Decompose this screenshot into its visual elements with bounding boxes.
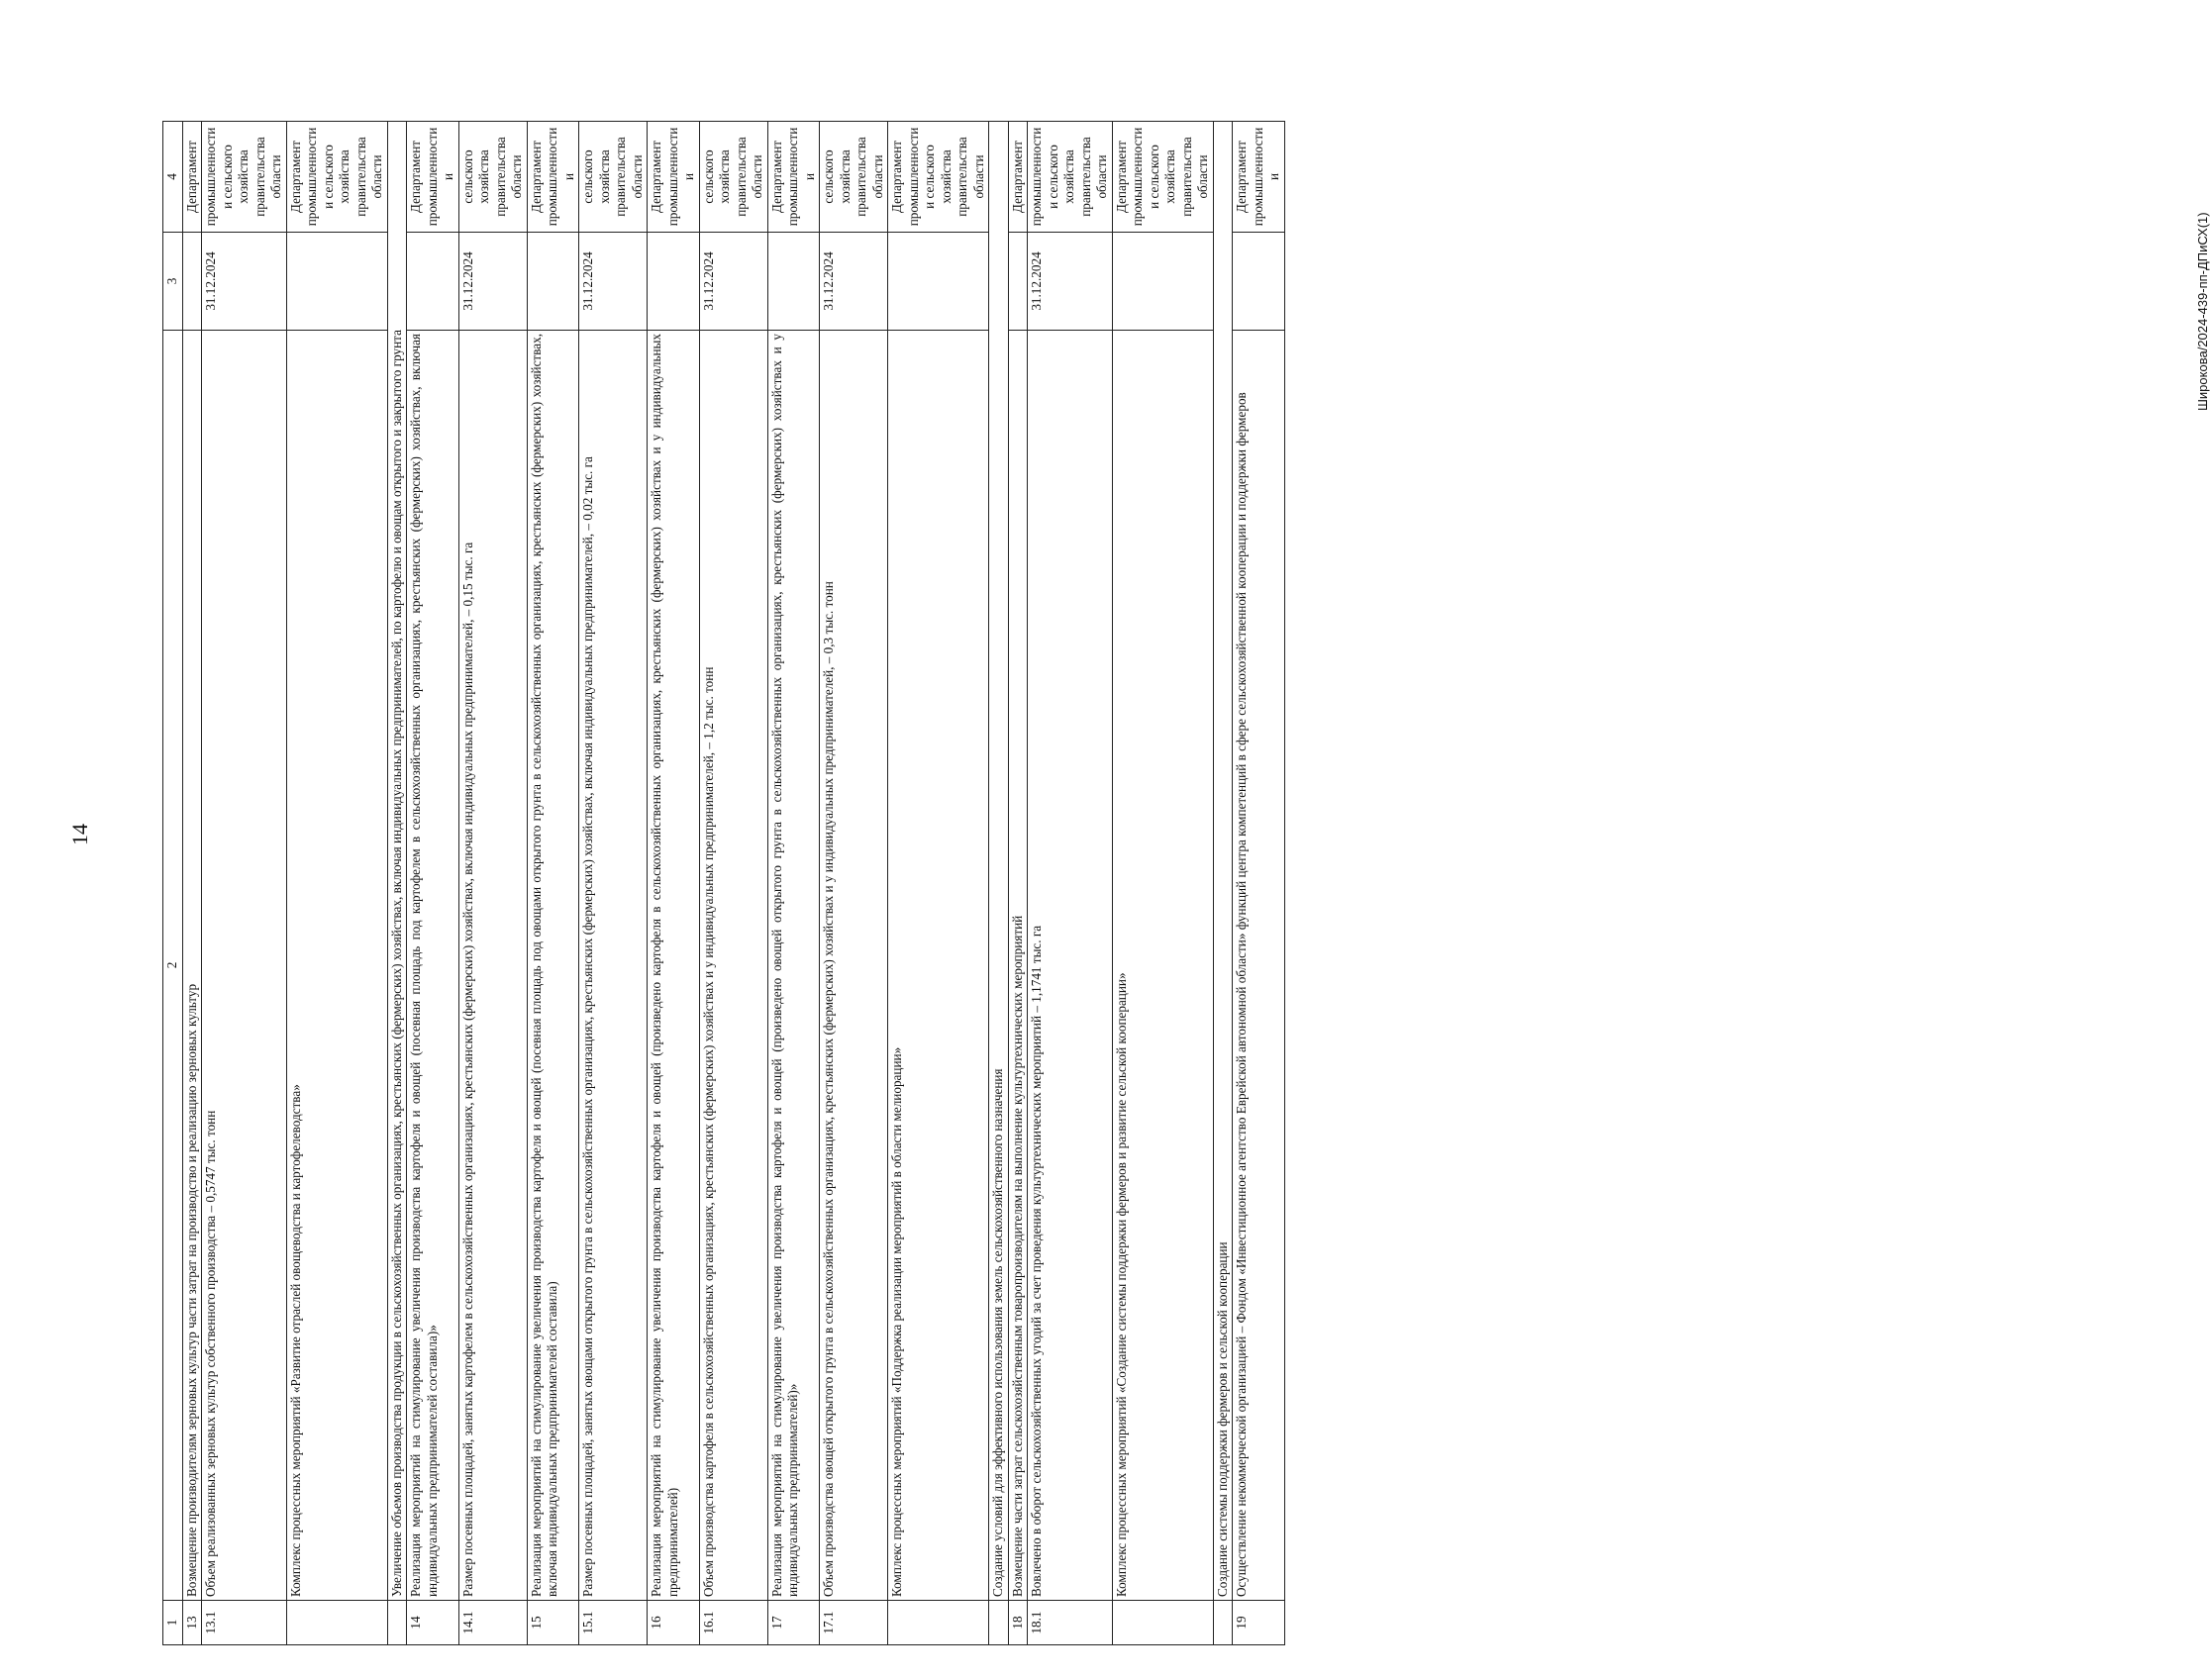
row-date-cell [1233, 233, 1285, 331]
table-row [527, 122, 579, 1645]
row-description-cell: Размер посевных площадей, занятых картофелем в сельскохозяйственных организациях, крестьянских (фермерских) хозяйствах, включая индивидуальных предпринимателей, – 0,15 тыс. га [458, 331, 527, 1601]
row-date-cell: 31.12.2024 [699, 233, 767, 331]
row-date-cell [648, 233, 700, 331]
row-description-cell: Объем производства овощей открытого грунта в сельскохозяйственных организациях, крестьянских (фермерских) хозяйствах и у индивидуальных предпринимателей, – 0,3 тыс. тонн [820, 331, 888, 1601]
row-description-cell: Создание условий для эффективного использования земель сельскохозяйственного назначения [989, 122, 1009, 1601]
table-row [407, 122, 459, 1645]
header-col-2: 2 [163, 331, 183, 1601]
table-row [1233, 122, 1285, 1645]
row-responsible-cell: Департамент промышленности и [1233, 122, 1285, 233]
row-date-cell: 31.12.2024 [1028, 233, 1113, 331]
row-description-cell: Реализация мероприятий на стимулирование увеличения производства картофеля и овощей (произведено овощей открытого грунта в сельскохозяйственных организациях, крестьянских (фермерских) хозяйствах и у индивидуальных предпринимателей)» [767, 331, 820, 1601]
row-description-cell: Реализация мероприятий на стимулирование увеличения производства картофеля и овощей (произведено картофеля в сельскохозяйственных организациях, крестьянских (фермерских) хозяйствах и у индивидуальных предпринимателей) [648, 331, 700, 1601]
row-number-cell: 19 [1233, 1601, 1285, 1645]
row-number-cell [286, 1601, 387, 1645]
row-number-cell: 15.1 [579, 1601, 648, 1645]
table-row [767, 122, 820, 1645]
row-number-cell [888, 1601, 989, 1645]
row-description-cell: Комплекс процессных мероприятий «Поддержка реализации мероприятий в области мелиорации» [888, 331, 989, 1601]
table-row [202, 122, 287, 1645]
row-description-cell: Объем реализованных зерновых культур собственного производства – 0,5747 тыс. тонн [202, 331, 287, 1601]
row-responsible-cell: Департамент промышленности и [527, 122, 579, 233]
row-date-cell [1008, 233, 1028, 331]
row-responsible-cell: Департамент [182, 122, 202, 233]
row-number-cell: 14.1 [458, 1601, 527, 1645]
row-responsible-cell: Департамент промышленности и [648, 122, 700, 233]
header-col-4: 4 [163, 122, 183, 233]
row-description-cell: Реализация мероприятий на стимулирование увеличения производства картофеля и овощей (посевная площадь под овощами открытого грунта в сельскохозяйственных организациях, крестьянских (фермерских) хозяйствах, включая индивидуальных предпринимателей составила) [527, 331, 579, 1601]
row-description-cell: Создание системы поддержки фермеров и сельской кооперации [1213, 122, 1233, 1601]
row-number-cell: 18 [1008, 1601, 1028, 1645]
row-responsible-cell: сельского хозяйства правительства области [458, 122, 527, 233]
table-row [1112, 122, 1213, 1645]
table-header-row [163, 122, 183, 1645]
table-row [699, 122, 767, 1645]
row-description-cell: Реализация мероприятий на стимулирование увеличения производства картофеля и овощей (посевная площадь под картофелем в сельскохозяйственных организациях, крестьянских (фермерских) хозяйствах, включая индивидуальных предпринимателей составила)» [407, 331, 459, 1601]
row-responsible-cell: сельского хозяйства правительства области [579, 122, 648, 233]
row-description-cell: Размер посевных площадей, занятых овощами открытого грунта в сельскохозяйственных организациях, крестьянских (фермерских) хозяйствах, включая индивидуальных предпринимателей, – 0,02 тыс. га [579, 331, 648, 1601]
row-date-cell: 31.12.2024 [579, 233, 648, 331]
row-description-cell: Комплекс процессных мероприятий «Создание системы поддержки фермеров и развитие сельской кооперации» [1112, 331, 1213, 1601]
row-description-cell: Возмещение части затрат сельскохозяйственным товаропроизводителям на выполнение культуртехнических мероприятий [1008, 331, 1028, 1601]
row-responsible-cell: Департамент промышленности и сельского хозяйства правительства области [286, 122, 387, 233]
row-description-cell: Осуществление некоммерческой организацией – Фондом «Инвестиционное агентство Еврейской автономной области» функций центра компетенций в сфере сельскохозяйственной кооперации и поддержки фермеров [1233, 331, 1285, 1601]
table-row [458, 122, 527, 1645]
row-date-cell: 31.12.2024 [458, 233, 527, 331]
row-date-cell [767, 233, 820, 331]
row-number-cell [387, 1601, 407, 1645]
table-row [1008, 122, 1028, 1645]
row-date-cell [182, 233, 202, 331]
row-number-cell: 15 [527, 1601, 579, 1645]
row-responsible-cell: промышленности и сельского хозяйства правительства области [1028, 122, 1113, 233]
row-description-cell: Вовлечено в оборот сельскохозяйственных угодий за счет проведения культуртехнических мероприятий – 1,1741 тыс. га [1028, 331, 1113, 1601]
row-date-cell: 31.12.2024 [202, 233, 287, 331]
row-responsible-cell: Департамент промышленности и сельского хозяйства правительства области [888, 122, 989, 233]
document-footer: Широкова/2024-439-пп-ДПиСХ(1) [2195, 212, 2210, 411]
table-row [820, 122, 888, 1645]
table-row [648, 122, 700, 1645]
table-row [387, 122, 407, 1645]
row-responsible-cell: сельского хозяйства правительства области [820, 122, 888, 233]
page-number: 14 [67, 824, 92, 845]
rotated-table-container [162, 121, 1281, 1645]
plan-table-body [163, 122, 1285, 1645]
row-responsible-cell: Департамент промышленности и [407, 122, 459, 233]
row-number-cell [989, 1601, 1009, 1645]
row-number-cell: 14 [407, 1601, 459, 1645]
row-date-cell: 31.12.2024 [820, 233, 888, 331]
row-description-cell: Объем производства картофеля в сельскохозяйственных организациях, крестьянских (фермерских) хозяйствах и у индивидуальных предпринимателей, – 1,2 тыс. тонн [699, 331, 767, 1601]
row-responsible-cell: Департамент [1008, 122, 1028, 233]
table-row [182, 122, 202, 1645]
row-number-cell: 16 [648, 1601, 700, 1645]
table-row [1213, 122, 1233, 1645]
row-number-cell: 18.1 [1028, 1601, 1113, 1645]
row-responsible-cell: Департамент промышленности и [767, 122, 820, 233]
header-col-1: 1 [163, 1601, 183, 1645]
row-date-cell [1112, 233, 1213, 331]
row-number-cell [1213, 1601, 1233, 1645]
row-date-cell [286, 233, 387, 331]
row-description-cell: Возмещение производителям зерновых культур части затрат на производство и реализацию зерновых культур [182, 331, 202, 1601]
row-date-cell [527, 233, 579, 331]
row-number-cell [1112, 1601, 1213, 1645]
row-description-cell: Комплекс процессных мероприятий «Развитие отраслей овощеводства и картофелеводства» [286, 331, 387, 1601]
row-number-cell: 16.1 [699, 1601, 767, 1645]
row-responsible-cell: сельского хозяйства правительства области [699, 122, 767, 233]
row-date-cell [888, 233, 989, 331]
row-number-cell: 17 [767, 1601, 820, 1645]
table-row [286, 122, 387, 1645]
table-row [989, 122, 1009, 1645]
row-number-cell: 13.1 [202, 1601, 287, 1645]
plan-table [162, 121, 1285, 1645]
row-responsible-cell: промышленности и сельского хозяйства правительства области [202, 122, 287, 233]
table-row [1028, 122, 1113, 1645]
row-responsible-cell: Департамент промышленности и сельского хозяйства правительства области [1112, 122, 1213, 233]
header-col-3: 3 [163, 233, 183, 331]
row-number-cell: 13 [182, 1601, 202, 1645]
row-description-cell: Увеличение объемов производства продукции в сельскохозяйственных организациях, крестьянских (фермерских) хозяйствах, включая индивидуальных предпринимателей, по картофелю и овощам открытого и закрытого грунта [387, 122, 407, 1601]
row-number-cell: 17.1 [820, 1601, 888, 1645]
table-row [579, 122, 648, 1645]
table-row [888, 122, 989, 1645]
row-date-cell [407, 233, 459, 331]
